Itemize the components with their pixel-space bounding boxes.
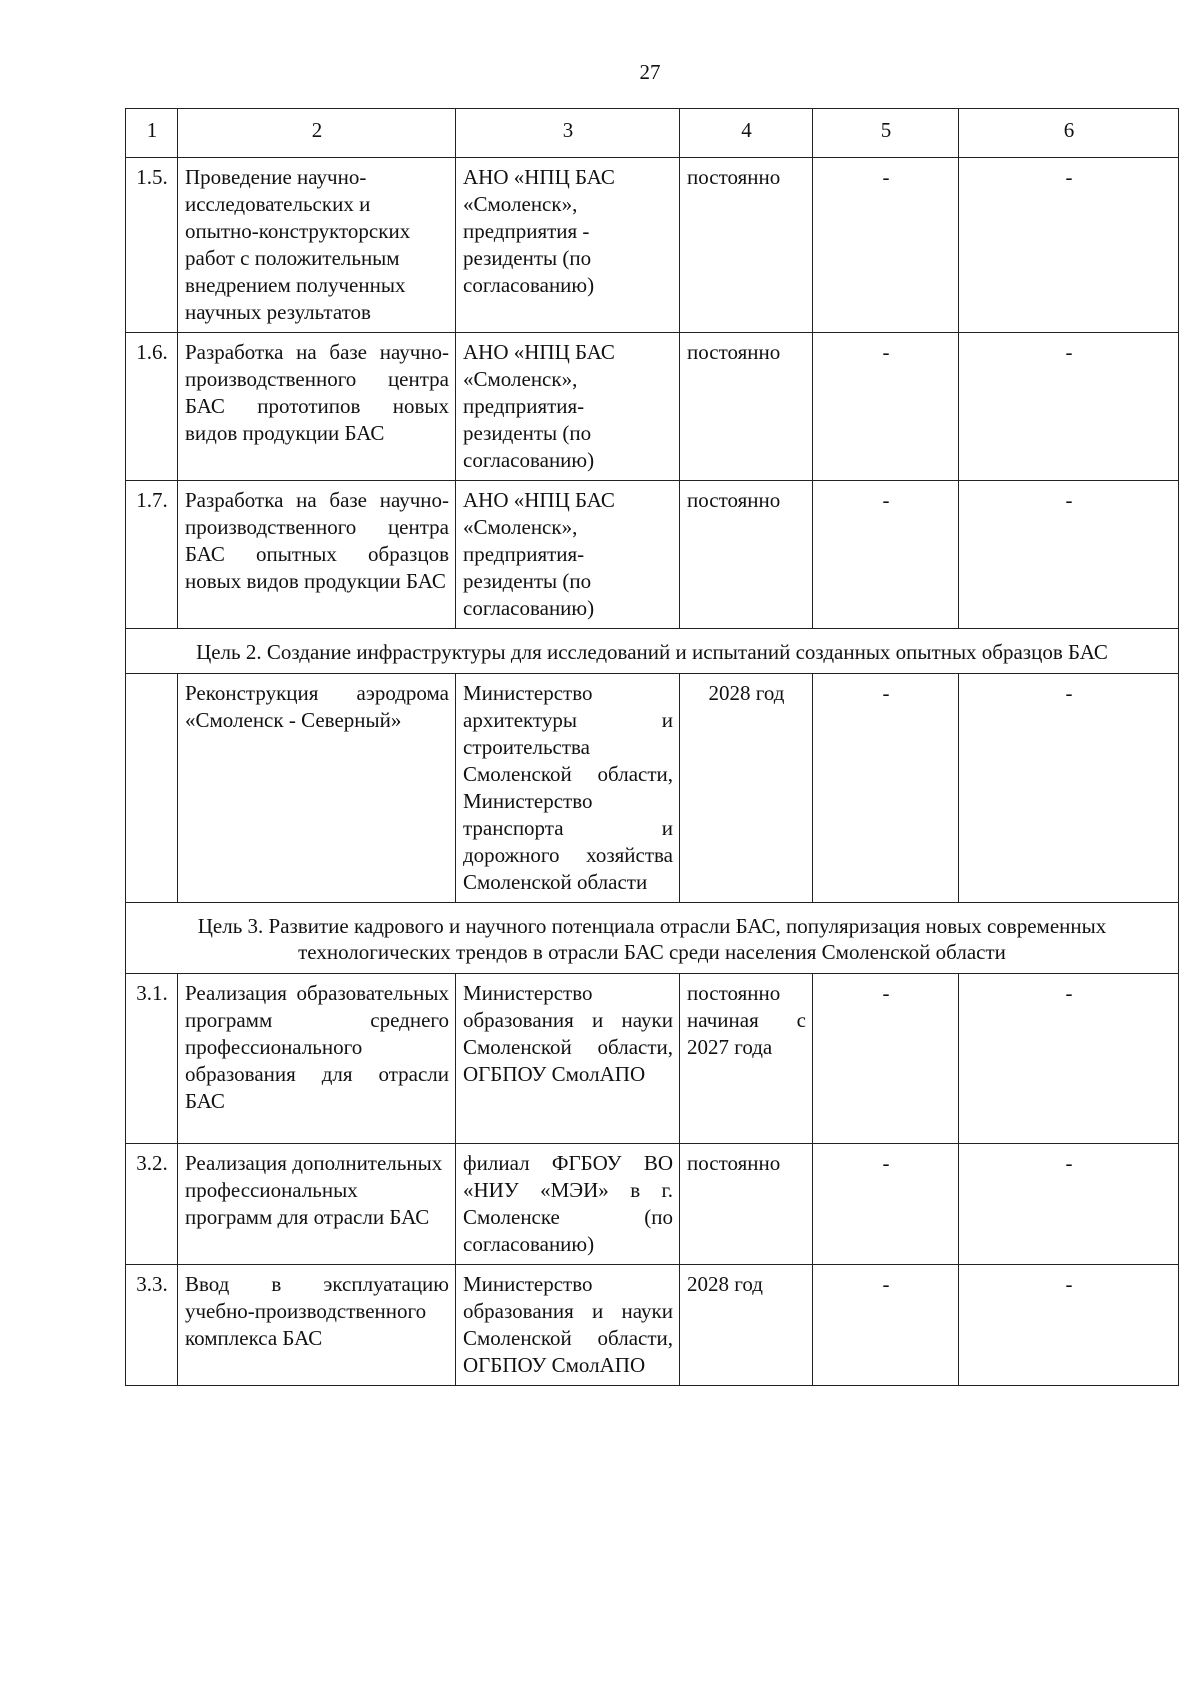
- activity-cell: Реконструкция аэродрома «Смоленск - Северный»: [178, 674, 456, 903]
- col5-cell: -: [813, 1265, 959, 1386]
- goal-row: [126, 903, 1179, 974]
- term-cell: постоянно: [680, 158, 813, 333]
- col6-cell: -: [959, 1144, 1179, 1265]
- table-row: [126, 1144, 1179, 1265]
- col6-cell: -: [959, 481, 1179, 629]
- col6-cell: -: [959, 674, 1179, 903]
- activity-cell: Реализация дополнительных профессиональных программ для отрасли БАС: [178, 1144, 456, 1265]
- table-row: [126, 158, 1179, 333]
- activity-cell: Проведение научно-исследовательских и опытно-конструкторских работ с положительным внедрением полученных научных результатов: [178, 158, 456, 333]
- row-number: 3.1.: [126, 974, 178, 1144]
- col5-cell: -: [813, 674, 959, 903]
- table-row: [126, 1265, 1179, 1386]
- col5-cell: -: [813, 1144, 959, 1265]
- header-cell: 1: [126, 109, 178, 158]
- table-header-row: [126, 109, 1179, 158]
- activity-cell: Разработка на базе научно-производственного центра БАС опытных образцов новых видов продукции БАС: [178, 481, 456, 629]
- term-cell: 2028 год: [680, 674, 813, 903]
- row-number: 1.7.: [126, 481, 178, 629]
- responsible-cell: Министерство образования и науки Смоленской области, ОГБПОУ СмолАПО: [456, 974, 680, 1144]
- col5-cell: -: [813, 333, 959, 481]
- goal-row: [126, 629, 1179, 674]
- row-number: 1.6.: [126, 333, 178, 481]
- responsible-cell: АНО «НПЦ БАС «Смоленск», предприятия-резиденты (по согласованию): [456, 333, 680, 481]
- table-row: [126, 674, 1179, 903]
- term-cell: постоянно начиная с 2027 года: [680, 974, 813, 1144]
- term-cell: постоянно: [680, 1144, 813, 1265]
- col6-cell: -: [959, 1265, 1179, 1386]
- responsible-cell: Министерство архитектуры и строительства Смоленской области, Министерство транспорта и дорожного хозяйства Смоленской области: [456, 674, 680, 903]
- row-number: [126, 674, 178, 903]
- table-row: [126, 333, 1179, 481]
- header-cell: 5: [813, 109, 959, 158]
- row-number: 1.5.: [126, 158, 178, 333]
- activity-cell: Разработка на базе научно-производственного центра БАС прототипов новых видов продукции БАС: [178, 333, 456, 481]
- header-cell: 2: [178, 109, 456, 158]
- col6-cell: -: [959, 974, 1179, 1144]
- table-row: [126, 481, 1179, 629]
- col5-cell: -: [813, 481, 959, 629]
- term-cell: постоянно: [680, 481, 813, 629]
- responsible-cell: Министерство образования и науки Смоленской области, ОГБПОУ СмолАПО: [456, 1265, 680, 1386]
- activities-table: [125, 108, 1179, 1386]
- responsible-cell: филиал ФГБОУ ВО «НИУ «МЭИ» в г. Смоленске (по согласованию): [456, 1144, 680, 1265]
- term-cell: 2028 год: [680, 1265, 813, 1386]
- page-number: 27: [639, 60, 661, 84]
- table-row: [126, 974, 1179, 1144]
- header-cell: 4: [680, 109, 813, 158]
- col5-cell: -: [813, 974, 959, 1144]
- row-number: 3.2.: [126, 1144, 178, 1265]
- responsible-cell: АНО «НПЦ БАС «Смоленск», предприятия - резиденты (по согласованию): [456, 158, 680, 333]
- col5-cell: -: [813, 158, 959, 333]
- row-number: 3.3.: [126, 1265, 178, 1386]
- header-cell: 6: [959, 109, 1179, 158]
- col6-cell: -: [959, 158, 1179, 333]
- responsible-cell: АНО «НПЦ БАС «Смоленск», предприятия-резиденты (по согласованию): [456, 481, 680, 629]
- activity-cell: Ввод в эксплуатацию учебно-производственного комплекса БАС: [178, 1265, 456, 1386]
- header-cell: 3: [456, 109, 680, 158]
- term-cell: постоянно: [680, 333, 813, 481]
- goal-heading: Цель 3. Развитие кадрового и научного потенциала отрасли БАС, популяризация новых современных технологических трендов в отрасли БАС среди населения Смоленской области: [126, 903, 1179, 974]
- col6-cell: -: [959, 333, 1179, 481]
- goal-heading: Цель 2. Создание инфраструктуры для исследований и испытаний созданных опытных образцов БАС: [126, 629, 1179, 674]
- activity-cell: Реализация образовательных программ среднего профессионального образования для отрасли БАС: [178, 974, 456, 1144]
